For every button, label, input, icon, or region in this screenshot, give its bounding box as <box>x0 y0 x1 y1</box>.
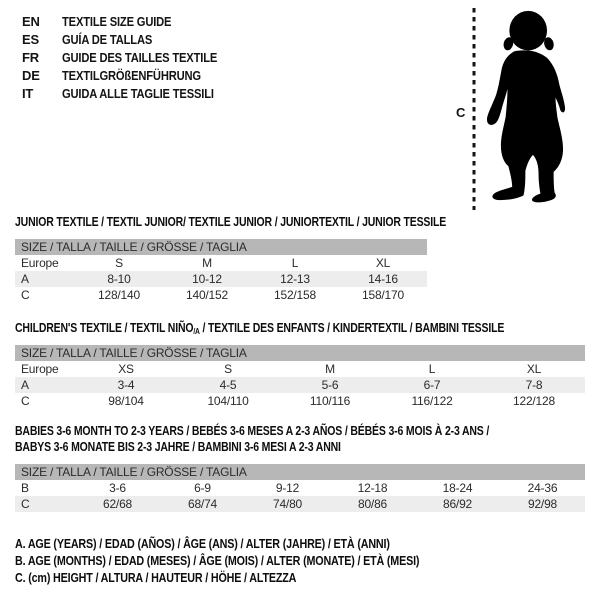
row-label-cell: C <box>21 394 30 408</box>
language-row-es <box>22 30 242 48</box>
cell: M <box>202 256 212 270</box>
babies-size-table <box>15 464 585 512</box>
legend <box>15 536 485 587</box>
toddler-silhouette-image <box>483 5 596 205</box>
title-text: / TEXTILE DES ENFANTS / KINDERTEXTIL / BAMBINI TESSILE <box>199 321 505 335</box>
row-label-cell: C <box>21 497 30 511</box>
height-measure-label: C <box>456 105 466 120</box>
cell: 116/122 <box>411 394 453 408</box>
cell: XL <box>526 362 542 376</box>
cell: 122/128 <box>513 394 555 408</box>
cell: 68/74 <box>187 497 218 511</box>
table-row-height <box>15 287 427 303</box>
babies-table-title <box>15 423 489 455</box>
language-title: GUIDE DES TAILLES TEXTILE <box>62 49 218 65</box>
language-title: GUÍA DE TALLAS <box>62 31 153 47</box>
cell: 14-16 <box>368 272 398 286</box>
table-row-europe <box>15 255 427 271</box>
size-header-band: SIZE / TALLA / TAILLE / GRÖSSE / TAGLIA <box>15 239 427 255</box>
title-line-2: BABYS 3-6 MONATE BIS 2-3 JAHRE / BAMBINI 3-6 MESI A 2-3 ANNI <box>15 440 341 454</box>
language-title: TEXTILGRÖßENFÜHRUNG <box>62 67 201 83</box>
cell: 62/68 <box>102 497 133 511</box>
table-row-age <box>15 377 585 393</box>
table-row-height <box>15 496 585 512</box>
legend-line-b: B. AGE (MONTHS) / EDAD (MESES) / ÂGE (MOIS) / ALTER (MONATE) / ETÀ (MESI) <box>15 554 420 568</box>
row-label-cell: C <box>21 288 30 302</box>
cell: 3-4 <box>117 378 135 392</box>
language-code: DE <box>22 67 40 83</box>
junior-size-table <box>15 239 427 303</box>
cell: 74/80 <box>272 497 303 511</box>
cell: 5-6 <box>321 378 339 392</box>
cell: 3-6 <box>109 481 126 495</box>
cell: L <box>291 256 299 270</box>
table-row-age-months <box>15 480 585 496</box>
language-title: TEXTILE SIZE GUIDE <box>62 13 172 29</box>
cell: 8-10 <box>107 272 131 286</box>
cell: S <box>115 256 123 270</box>
cell: 158/170 <box>362 288 404 302</box>
language-row-de <box>22 66 242 84</box>
row-label-cell: Europe <box>21 362 59 376</box>
title-subscript: /A <box>193 327 200 336</box>
children-table-title <box>15 320 504 340</box>
language-row-fr <box>22 48 242 66</box>
junior-table-title: JUNIOR TEXTILE / TEXTIL JUNIOR/ TEXTILE JUNIOR / JUNIORTEXTIL / JUNIOR TESSILE <box>15 215 447 229</box>
language-code: FR <box>22 49 39 65</box>
cell: 9-12 <box>275 481 300 495</box>
cell: 140/152 <box>186 288 228 302</box>
language-code: IT <box>22 85 34 101</box>
language-row-en <box>22 12 242 30</box>
language-list <box>22 12 242 102</box>
children-size-table <box>15 345 585 409</box>
language-title: GUIDA ALLE TAGLIE TESSILI <box>62 85 214 101</box>
cell: 6-7 <box>423 378 441 392</box>
language-code: EN <box>22 13 40 29</box>
table-row-europe <box>15 361 585 377</box>
size-header-row <box>15 345 585 361</box>
cell: XL <box>375 256 391 270</box>
cell: S <box>224 362 232 376</box>
cell: 12-13 <box>280 272 310 286</box>
cell: L <box>428 362 436 376</box>
table-row-age <box>15 271 427 287</box>
row-label-cell: A <box>21 272 29 286</box>
size-header-row <box>15 464 585 480</box>
row-label-cell: Europe <box>21 256 59 270</box>
size-header-row <box>15 239 427 255</box>
language-row-it <box>22 84 242 102</box>
language-code: ES <box>22 31 39 47</box>
cell: XS <box>118 362 134 376</box>
legend-line-a: A. AGE (YEARS) / EDAD (AÑOS) / ÂGE (ANS) / ALTER (JAHRE) / ETÀ (ANNI) <box>15 537 390 551</box>
cell: 24-36 <box>527 481 558 495</box>
cell: 128/140 <box>98 288 140 302</box>
cell: 152/158 <box>274 288 316 302</box>
title-line-1: BABIES 3-6 MONTH TO 2-3 YEARS / BEBÉS 3-6 MESES A 2-3 AÑOS / BÉBÉS 3-6 MOIS À 2-3 ANS / <box>15 424 490 438</box>
cell: 4-5 <box>219 378 237 392</box>
cell: 104/110 <box>207 394 249 408</box>
row-label-cell: B <box>21 481 29 495</box>
legend-line-c: C. (cm) HEIGHT / ALTURA / HAUTEUR / HÖHE / ALTEZZA <box>15 571 297 585</box>
row-label-cell: A <box>21 378 29 392</box>
table-row-height <box>15 393 585 409</box>
size-header-band: SIZE / TALLA / TAILLE / GRÖSSE / TAGLIA <box>15 464 585 480</box>
cell: M <box>325 362 335 376</box>
cell: 86/92 <box>442 497 473 511</box>
cell: 6-9 <box>194 481 211 495</box>
height-measure-dashed-line <box>472 8 476 210</box>
title-text: CHILDREN'S TEXTILE / TEXTIL NIÑO <box>15 321 194 335</box>
cell: 80/86 <box>357 497 388 511</box>
cell: 7-8 <box>525 378 543 392</box>
cell: 12-18 <box>357 481 388 495</box>
cell: 98/104 <box>108 394 144 408</box>
cell: 18-24 <box>442 481 473 495</box>
cell: 92/98 <box>527 497 558 511</box>
size-header-band: SIZE / TALLA / TAILLE / GRÖSSE / TAGLIA <box>15 345 585 361</box>
cell: 10-12 <box>192 272 222 286</box>
cell: 110/116 <box>309 394 351 408</box>
